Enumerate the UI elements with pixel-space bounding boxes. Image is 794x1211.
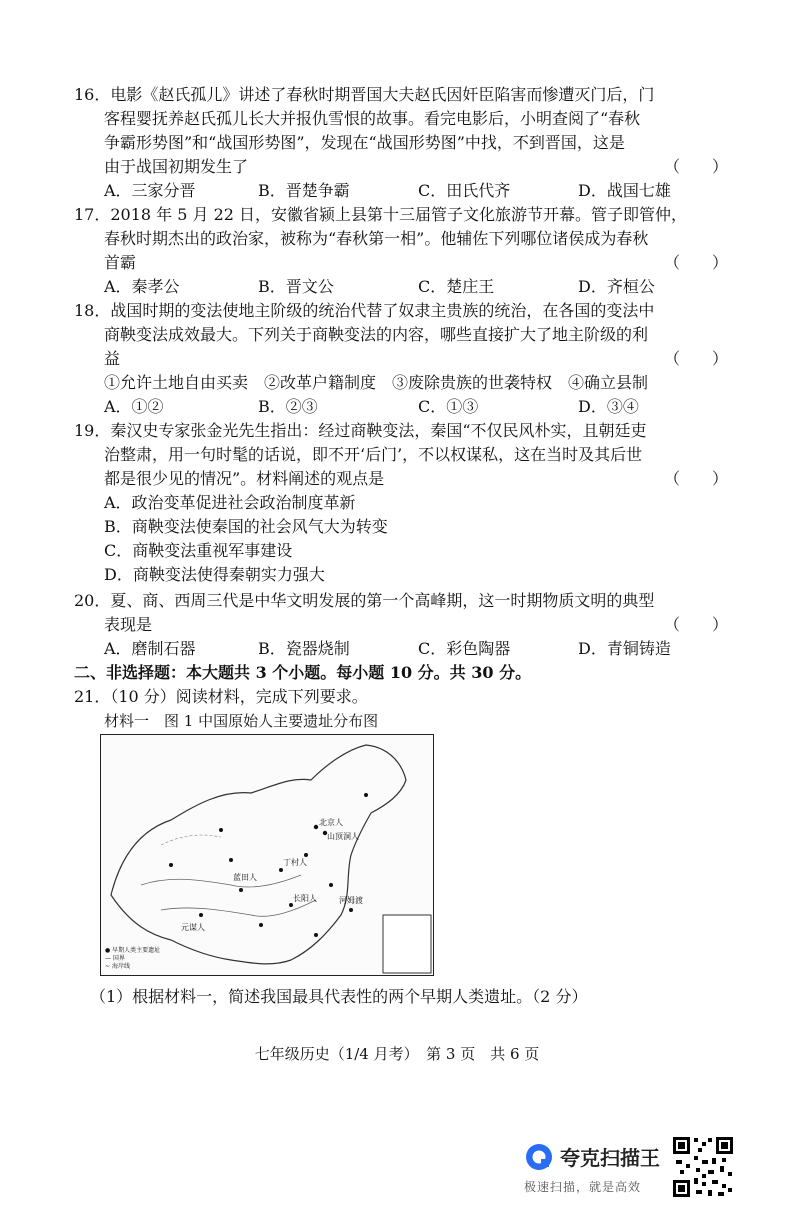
q17-option-c: C．楚庄王 xyxy=(418,277,495,296)
q20-option-b: B．瓷器烧制 xyxy=(258,639,350,658)
q17-answer-paren: （ ） xyxy=(664,253,729,272)
q17-line-3: 首霸 xyxy=(104,253,137,272)
q20-line-2: 表现是 xyxy=(104,615,153,634)
q19-option-a: A．政治变革促进社会政治制度革新 xyxy=(104,493,356,512)
q17-line-1: 17．2018 年 5 月 22 日，安徽省颍上县第十三届管子文化旅游节开幕。管子即管仲， xyxy=(74,205,688,224)
q18-items: ①允许土地自由买卖 ②改革户籍制度 ③废除贵族的世袭特权 ④确立县制 xyxy=(104,373,649,392)
map-label-dingcun: 丁村人 xyxy=(283,858,307,867)
q19-line-3: 都是很少见的情况”。材料阐述的观点是 xyxy=(104,469,385,488)
map-drawing xyxy=(101,735,433,975)
q17-option-d: D．齐桓公 xyxy=(578,277,655,296)
q16-line-3: 争霸形势图”和“战国形势图”，发现在“战国形势图”中找，不到晋国，这是 xyxy=(104,133,625,152)
q18-option-d: D．③④ xyxy=(578,397,639,416)
legend-item-coast: ~ 海岸线 xyxy=(105,963,130,970)
q18-option-b: B．②③ xyxy=(258,397,318,416)
q17-line-2: 春秋时期杰出的政治家，被称为“春秋第一相”。他辅佐下列哪位诸侯成为春秋 xyxy=(104,229,649,248)
q19-answer-paren: （ ） xyxy=(664,469,729,488)
q18-answer-paren: （ ） xyxy=(664,349,729,368)
q21-heading: 21．（10 分）阅读材料，完成下列要求。 xyxy=(74,687,368,706)
q19-line-2: 治整肃，用一句时髦的话说，即不开‘后门’，不以权谋私，这在当时及其后世 xyxy=(104,445,643,464)
q20-option-d: D．青铜铸造 xyxy=(578,639,671,658)
q17-option-a: A．秦孝公 xyxy=(104,277,180,296)
q20-option-c: C．彩色陶器 xyxy=(418,639,511,658)
qr-code-icon xyxy=(672,1136,734,1198)
legend-text-sites: 早期人类主要遗址 xyxy=(112,947,161,954)
q16-line-2: 客程婴抚养赵氏孤儿长大并报仇雪恨的故事。看完电影后，小明查阅了“春秋 xyxy=(104,109,641,128)
map-label-shandingdong: 山顶洞人 xyxy=(327,832,359,841)
q16-option-a: A．三家分晋 xyxy=(104,181,196,200)
q18-line-2: 商鞅变法成效最大。下列关于商鞅变法的内容，哪些直接扩大了地主阶级的利 xyxy=(104,325,649,344)
south-sea-inset xyxy=(383,915,431,973)
q18-option-a: A．①② xyxy=(104,397,164,416)
q16-option-b: B．晋楚争霸 xyxy=(258,181,350,200)
q19-option-d: D．商鞅变法使得秦朝实力强大 xyxy=(104,565,325,584)
q16-option-c: C．田氏代齐 xyxy=(418,181,511,200)
q18-line-1: 18．战国时期的变法使地主阶级的统治代替了奴隶主贵族的统治，在各国的变法中 xyxy=(74,301,655,320)
q21-sub-1: （1）根据材料一，简述我国最具代表性的两个早期人类遗址。（2 分） xyxy=(90,987,588,1006)
material-1-caption: 材料一 图 1 中国原始人主要遗址分布图 xyxy=(104,712,379,730)
q16-line-1: 16．电影《赵氏孤儿》讲述了春秋时期晋国大夫赵氏因奸臣陷害而惨遭灭门后，门 xyxy=(74,85,655,104)
legend-text-border: 国界 xyxy=(112,955,125,962)
map-label-lantian: 蓝田人 xyxy=(233,873,257,882)
q20-answer-paren: （ ） xyxy=(664,615,729,634)
map-label-beijing: 北京人 xyxy=(319,818,343,827)
q20-option-a: A．磨制石器 xyxy=(104,639,196,658)
province-line xyxy=(161,835,221,845)
q17-option-b: B．晋文公 xyxy=(258,277,334,296)
q19-option-b: B．商鞅变法使秦国的社会风气大为转变 xyxy=(104,517,388,536)
q19-option-c: C．商鞅变法重视军事建设 xyxy=(104,541,293,560)
legend-item-border: — 国界 xyxy=(105,955,125,962)
quark-logo-icon xyxy=(524,1142,554,1172)
map-label-yuanmou: 元谋人 xyxy=(181,923,205,932)
q16-answer-paren: （ ） xyxy=(664,157,729,176)
q16-option-d: D．战国七雄 xyxy=(578,181,671,200)
map-legend xyxy=(105,947,160,971)
q16-line-4: 由于战国初期发生了 xyxy=(104,157,249,176)
scanner-watermark xyxy=(516,1134,666,1194)
q18-option-c: C．①③ xyxy=(418,397,479,416)
q20-line-1: 20．夏、商、西周三代是中华文明发展的第一个高峰期，这一时期物质文明的典型 xyxy=(74,591,655,610)
river-line xyxy=(141,875,301,887)
brand-slogan: 极速扫描，就是高效 xyxy=(524,1180,642,1194)
legend-item-sites: ● 早期人类主要遗址 xyxy=(105,947,161,954)
map-label-changyang: 长阳人 xyxy=(293,894,317,903)
map-border xyxy=(111,745,406,964)
china-sites-map xyxy=(100,734,434,976)
q18-line-3: 益 xyxy=(104,349,121,368)
map-label-hemudu: 河姆渡 xyxy=(339,896,363,905)
brand-name: 夸克扫描王 xyxy=(560,1146,660,1170)
site-dots xyxy=(169,793,368,937)
q19-line-1: 19．秦汉史专家张金光先生指出：经过商鞅变法，秦国“不仅民风朴实，且朝廷吏 xyxy=(74,421,647,440)
legend-text-coast: 海岸线 xyxy=(111,963,130,970)
page-footer: 七年级历史（1/4 月考） 第 3 页 共 6 页 xyxy=(254,1045,540,1063)
section-2-heading: 二、非选择题：本大题共 3 个小题。每小题 10 分。共 30 分。 xyxy=(74,663,532,682)
